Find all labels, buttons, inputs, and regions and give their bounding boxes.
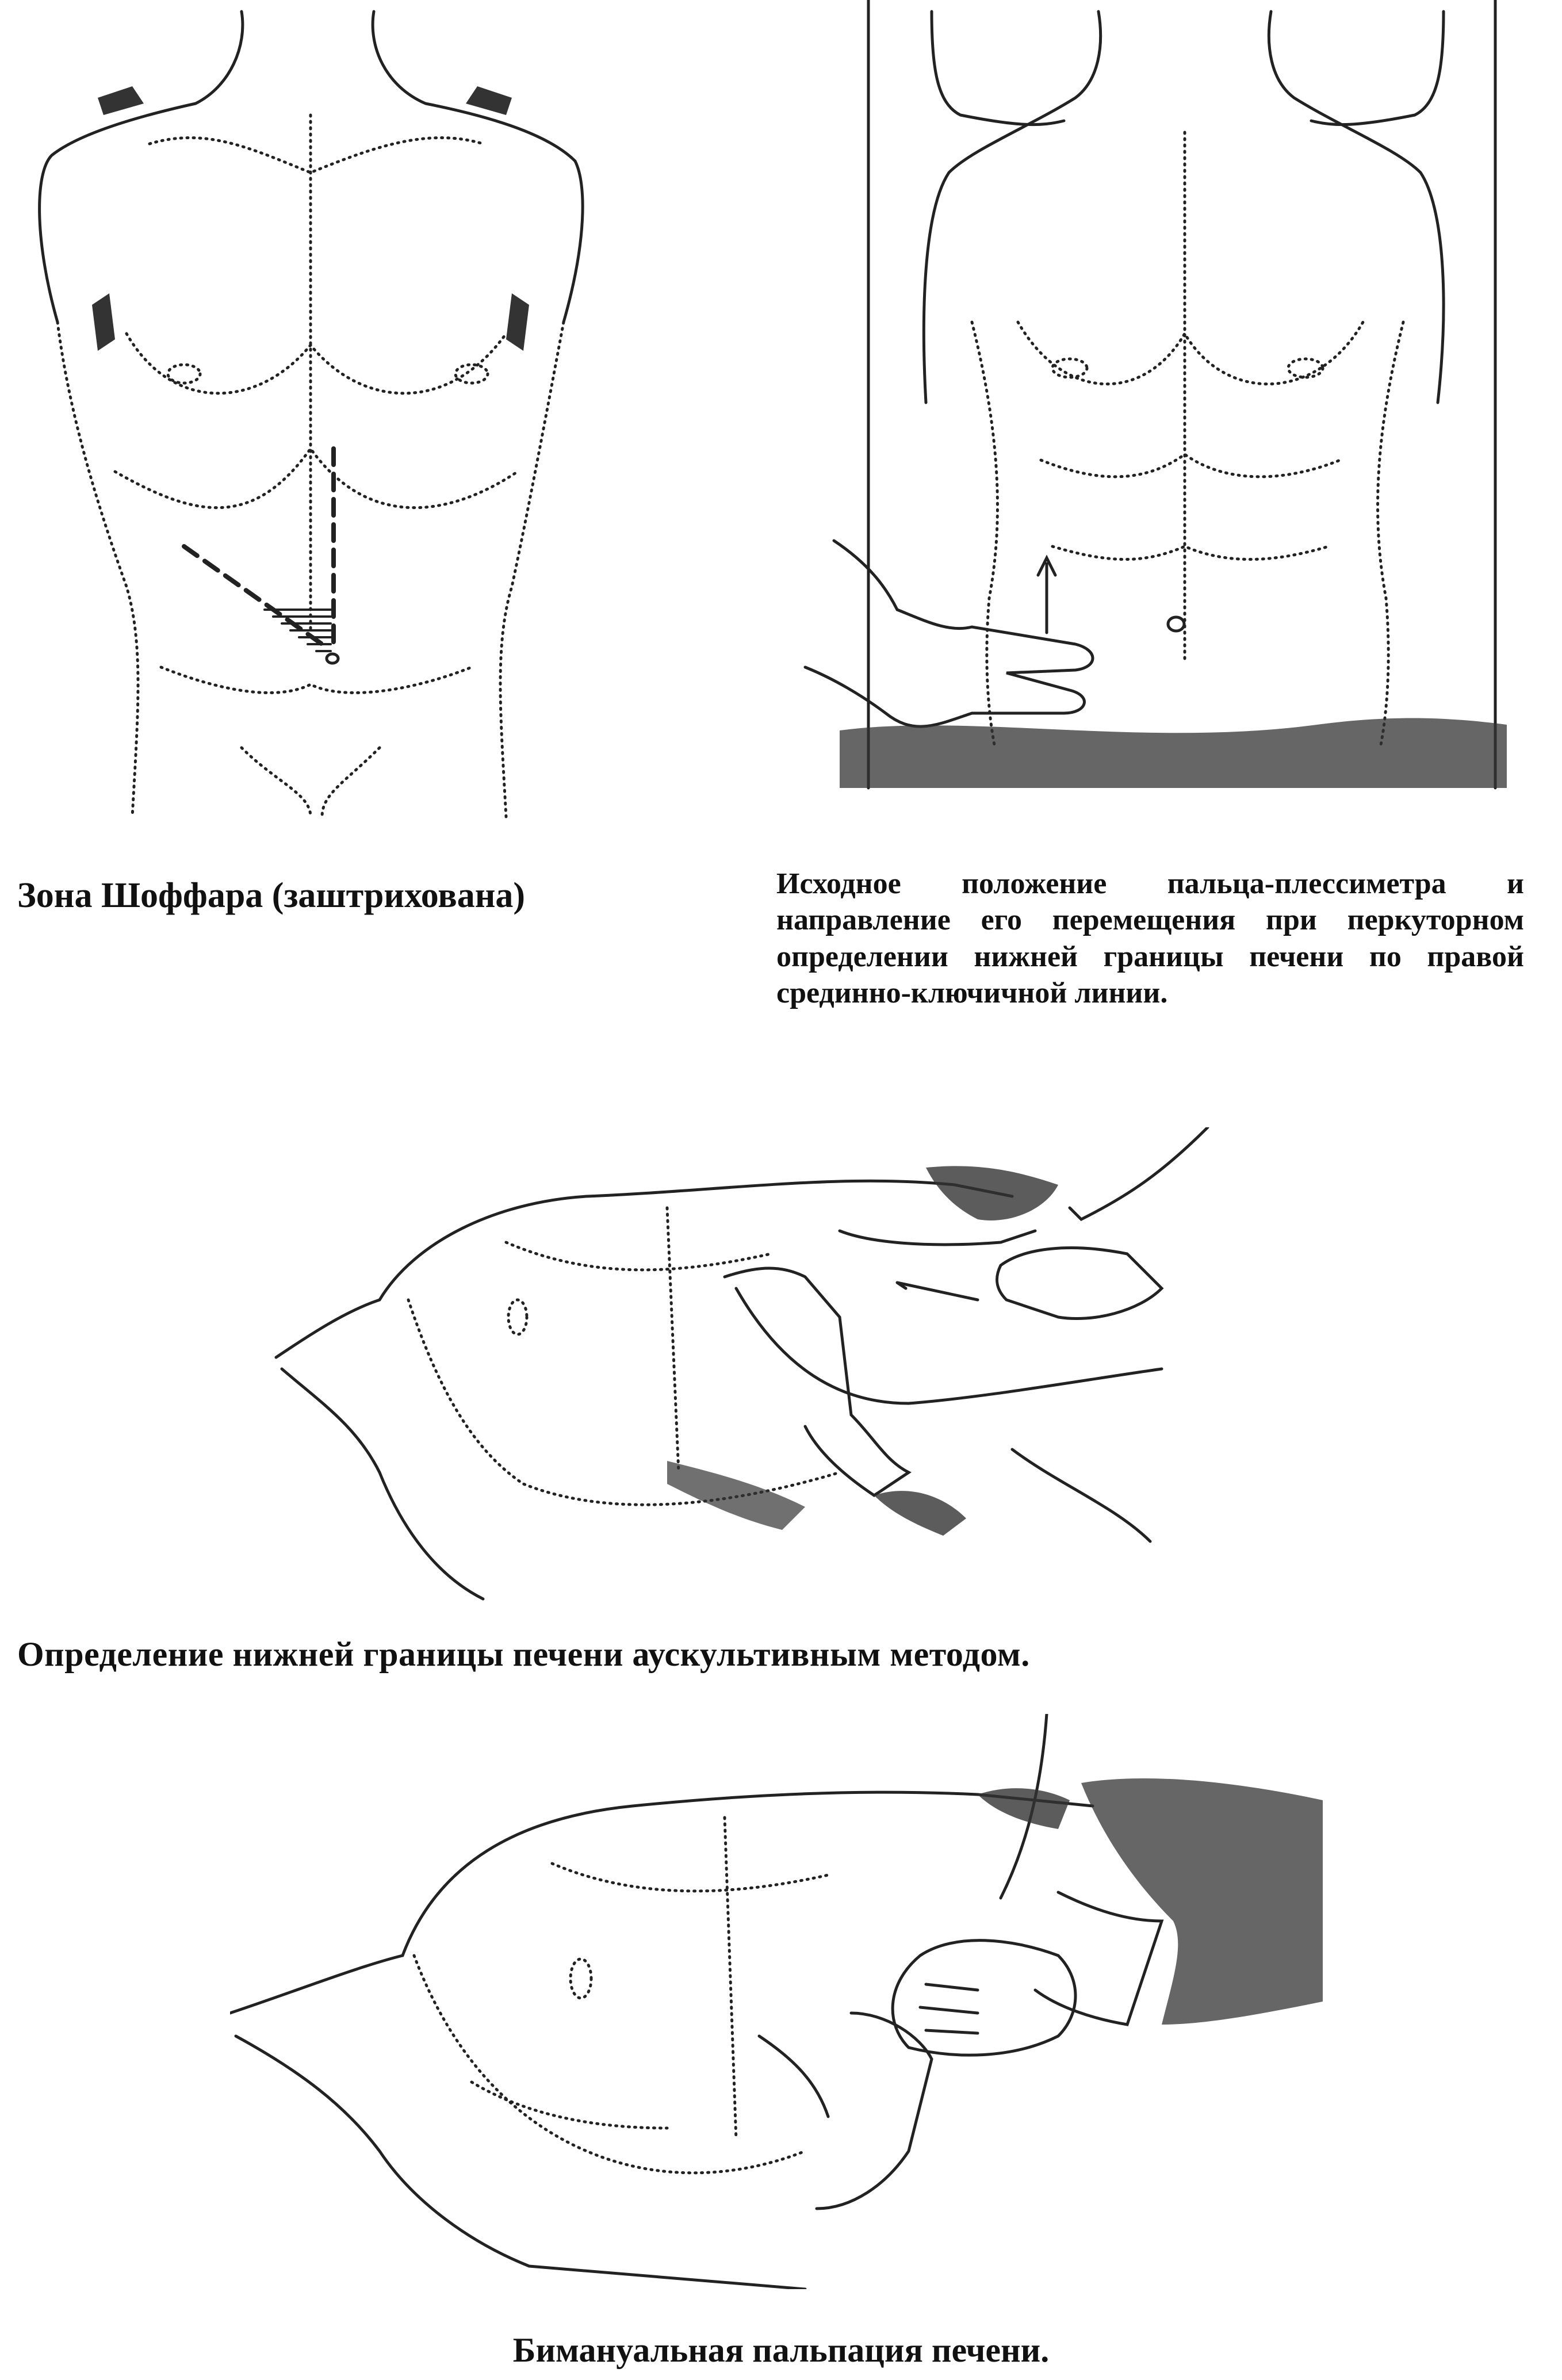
bimanual-palpation-illustration — [230, 1714, 1334, 2289]
caption-auscultation: Определение нижней границы печени аускультивным методом. — [17, 1635, 1030, 1673]
figure-bimanual-palpation — [230, 1714, 1334, 2289]
chauffard-hatch — [265, 610, 331, 651]
caption-chauffard-zone: Зона Шоффара (заштрихована) — [17, 876, 526, 915]
figure-percussion — [799, 0, 1547, 817]
percussion-illustration — [799, 0, 1547, 817]
caption-percussion: Исходное положение пальца-плессиметра и направление его перемещения при перкуторном определении нижней границы печени по правой срединно-ключичной линии. — [776, 867, 1524, 1010]
caption-bimanual-palpation: Бимануальная пальпация печени. — [512, 2331, 1050, 2369]
auscultation-illustration — [265, 1127, 1300, 1610]
torso-front-illustration — [12, 0, 621, 828]
figure-auscultation — [265, 1127, 1300, 1610]
figure-chauffard-zone — [12, 0, 621, 828]
